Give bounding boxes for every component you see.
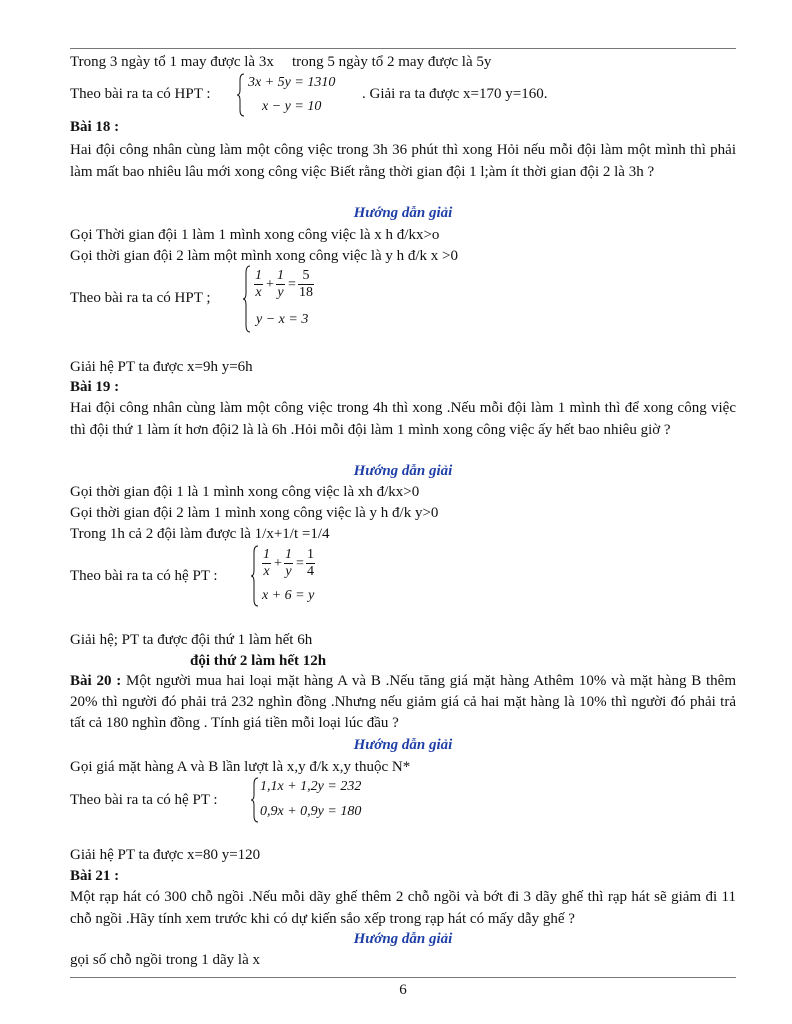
bai18-equation-system xyxy=(242,264,402,334)
intro-hpt-label: Theo bài ra ta có HPT : xyxy=(70,86,211,102)
bai18-problem: Hai đội công nhân cùng làm một công việc trong 3h 36 phút thì xong Hỏi nếu mỗi đội làm một mình thì phải làm mất bao nhiêu lâu mới xong công việc Biết rằng thời gian đội 1 l;àm ít thời gian đội 2 là 3h ? xyxy=(70,142,736,180)
bai18-title: Bài 18 : xyxy=(70,119,120,135)
bai18-plus-sign: + xyxy=(266,277,274,292)
bai19-fraction-3-denominator: 4 xyxy=(307,564,314,579)
bai18-fraction-2 xyxy=(276,268,285,301)
bai20-hpt-label: Theo bài ra ta có hệ PT : xyxy=(70,792,218,808)
bai19-plus-sign: + xyxy=(274,556,282,571)
bai19-fraction-3-numerator: 1 xyxy=(307,547,314,562)
bai20-equation-2: 0,9x + 0,9y = 180 xyxy=(260,804,362,819)
bai21-title: Bài 21 : xyxy=(70,868,120,884)
bai20-line-1: Gọi giá mặt hàng A và B lần lượt là x,y đ/k x,y thuộc N* xyxy=(70,759,411,775)
bai18-result: Giải hệ PT ta được x=9h y=6h xyxy=(70,359,253,375)
bai18-fraction-3 xyxy=(298,268,314,301)
bai21-heading: Hướng dẫn giải xyxy=(353,931,453,947)
bai19-result-1: Giải hệ; PT ta được đội thứ 1 làm hết 6h xyxy=(70,632,313,648)
bai18-fraction-3-denominator: 18 xyxy=(299,285,313,300)
bai20-problem: Một người mua hai loại mặt hàng A và B .Nếu tăng giá mặt hàng Athêm 10% và mặt hàng B thêm 20% thì người đó phải trả 232 nghìn đồng .Nhưng nếu giảm giá cả hai mặt hàng là 10% thì người đó phải trả tất cả 180 nghìn đồng . Tính giá tiền mỗi loại lúc đầu ? xyxy=(70,673,736,731)
bai20-equation-system xyxy=(250,776,430,824)
bai18-fraction-2-denominator: y xyxy=(277,285,284,300)
bai19-result-2: đội thứ 2 làm hết 12h xyxy=(190,653,327,669)
bai19-fraction-1-denominator: x xyxy=(263,564,270,579)
bai19-title: Bài 19 : xyxy=(70,379,120,395)
page-number: 6 xyxy=(399,982,407,998)
bai19-hpt-label: Theo bài ra ta có hệ PT : xyxy=(70,568,218,584)
bai18-fraction-3-numerator: 5 xyxy=(298,268,314,285)
intro-result: . Giải ra ta được x=170 y=160. xyxy=(362,86,548,102)
bai21-problem: Một rạp hát có 300 chỗ ngồi .Nếu mỗi dãy ghế thêm 2 chỗ ngồi và bớt đi 3 dãy ghế thì rạp hát sẽ giảm đi 11 chỗ ngồi .Hãy tính xem trước khi có dự kiến sắo xếp trong rạp hát có mấy dẫy ghế ? xyxy=(70,889,736,927)
brace-icon xyxy=(242,264,252,334)
bai18-line-1: Gọi Thời gian đội 1 làm 1 mình xong công việc là x h đ/kx>o xyxy=(70,227,440,243)
bai18-hpt-label: Theo bài ra ta có HPT ; xyxy=(70,290,211,306)
document-page xyxy=(70,0,736,1024)
bai20-heading: Hướng dẫn giải xyxy=(353,737,453,753)
bai20-title: Bài 20 : xyxy=(70,673,122,689)
bai19-fraction-2 xyxy=(284,547,293,580)
bai19-problem: Hai đội công nhân cùng làm một công việc trong 4h thì xong .Nếu mỗi đội làm 1 mình thì để xong công việc thì đội thứ 1 làm ít hơn đội2 là là 6h .Hỏi mỗi đội làm 1 mình xong công việc ấy hết bao nhiêu giờ ? xyxy=(70,400,736,438)
bai19-fraction-3 xyxy=(306,547,315,580)
bai18-equals-sign: = xyxy=(288,277,296,292)
bai20-equation-1: 1,1x + 1,2y = 232 xyxy=(260,779,362,794)
bai19-fraction-2-denominator: y xyxy=(285,564,292,579)
brace-icon xyxy=(236,72,246,118)
bai18-fraction-1 xyxy=(254,268,263,301)
bai19-equation-system xyxy=(250,544,410,608)
brace-icon xyxy=(250,544,260,608)
bai19-line-3: Trong 1h cả 2 đội làm được là 1/x+1/t =1/4 xyxy=(70,526,330,542)
bai18-equation-2: y − x = 3 xyxy=(256,312,309,327)
bai19-equals-sign: = xyxy=(296,556,304,571)
intro-line-1b: trong 5 ngày tổ 2 may được là 5y xyxy=(292,54,492,70)
bai20-result: Giải hệ PT ta được x=80 y=120 xyxy=(70,847,261,863)
intro-equation-2: x − y = 10 xyxy=(262,99,322,114)
header-rule xyxy=(70,48,736,49)
bai19-line-2: Gọi thời gian đội 2 làm 1 mình xong công việc là y h đ/k y>0 xyxy=(70,505,439,521)
bai19-line-1: Gọi thời gian đội 1 là 1 mình xong công việc là xh đ/kx>0 xyxy=(70,484,420,500)
intro-line-1a: Trong 3 ngày tổ 1 may được là 3x xyxy=(70,54,274,70)
intro-equation-1: 3x + 5y = 1310 xyxy=(248,75,336,90)
bai20-problem-block xyxy=(70,671,736,734)
brace-icon xyxy=(250,776,260,824)
bai18-fraction-1-denominator: x xyxy=(255,285,262,300)
bai18-heading: Hướng dẫn giải xyxy=(353,205,453,221)
bai19-heading: Hướng dẫn giải xyxy=(353,463,453,479)
bai19-equation-2: x + 6 = y xyxy=(262,588,315,603)
bai21-line-1: gọi số chỗ ngồi trong 1 dãy là x xyxy=(70,952,260,968)
bai18-fraction-2-numerator: 1 xyxy=(277,268,284,283)
bai19-fraction-2-numerator: 1 xyxy=(285,547,292,562)
bai19-fraction-1 xyxy=(262,547,271,580)
bai18-fraction-1-numerator: 1 xyxy=(255,268,262,283)
footer-rule xyxy=(70,977,736,978)
bai19-fraction-1-numerator: 1 xyxy=(263,547,270,562)
bai18-line-2: Gọi thời gian đội 2 làm một mình xong công việc là y h đ/k x >0 xyxy=(70,248,459,264)
